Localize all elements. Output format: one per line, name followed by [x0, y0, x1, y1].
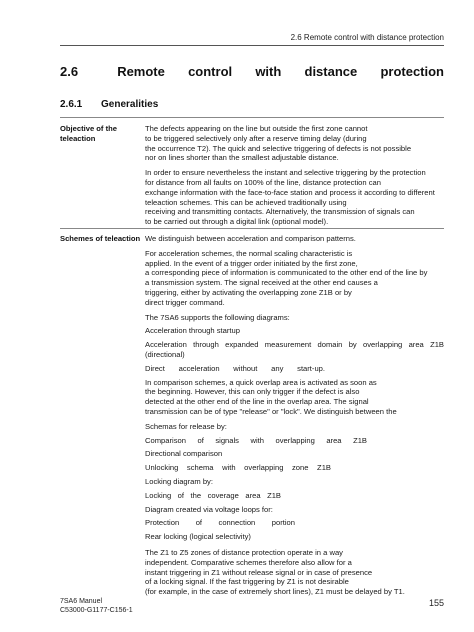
- release-heading: Schemas for release by:: [145, 421, 227, 431]
- text-line: a transmission system. The signal received at the other end causes a: [145, 278, 378, 288]
- schemes-block: [60, 234, 444, 602]
- objective-paragraph-1: [145, 124, 444, 163]
- acceleration-paragraph: [145, 249, 444, 308]
- objective-body: [145, 124, 444, 232]
- list-item: Acceleration through startup: [145, 326, 240, 336]
- comparison-paragraph: [145, 378, 444, 417]
- text-line: of a locking signal. If the fast triggering by Z1 is not desirable: [145, 577, 349, 587]
- footer-code: C53000-G1177-C156-1: [60, 607, 133, 614]
- text-line: a corresponding piece of information is communicated to the other end of the line by: [145, 268, 428, 278]
- text-line: In order to ensure nevertheless the instant and selective triggering by the protection: [145, 168, 426, 178]
- text-line: (for example, in the case of extremely short lines), Z1 must be delayed by T1.: [145, 587, 405, 597]
- text-line: nor on lines shorter than the smallest adjustable distance.: [145, 153, 339, 163]
- chapter-title: [60, 64, 444, 79]
- footer-manual: 7SA6 Manuel: [60, 598, 103, 605]
- chapter-word: protection: [380, 64, 444, 79]
- list-item: Rear locking (logical selectivity): [145, 532, 251, 542]
- text-line: to be carried out through a digital link (optional model).: [145, 217, 329, 227]
- objective-block: [60, 124, 444, 232]
- text-line: Acceleration through expanded measurement domain by overlapping area Z1B: [145, 340, 444, 350]
- text-line: For acceleration schemes, the normal scaling characteristic is: [145, 248, 353, 258]
- objective-label: Objective of the teleaction: [60, 124, 117, 143]
- chapter-word: Remote: [117, 64, 165, 79]
- text-line: The Z1 to Z5 zones of distance protection operate in a way: [145, 547, 343, 557]
- list-item: Comparison of signals with overlapping area Z1B: [145, 435, 367, 445]
- schemes-intro: We distinguish between acceleration and comparison patterns.: [145, 234, 356, 243]
- objective-paragraph-2: [145, 168, 444, 227]
- footer-left: [60, 597, 133, 615]
- list-item: [145, 340, 444, 360]
- lock-heading: Locking diagram by:: [145, 476, 213, 486]
- chapter-number: 2.6: [60, 64, 79, 79]
- running-header: 2.6 Remote control with distance protection: [290, 33, 444, 42]
- text-line: for distance from all faults on 100% of the line, distance protection can: [145, 177, 381, 187]
- section-number: 2.6.1: [60, 99, 83, 110]
- list-item: Protection of connection portion: [145, 518, 295, 528]
- text-line: The defects appearing on the line but outside the first zone cannot: [145, 124, 368, 133]
- text-line: direct trigger command.: [145, 297, 225, 307]
- text-line: (directional): [145, 349, 185, 359]
- page-number: 155: [428, 598, 444, 608]
- diagrams-intro: The 7SA6 supports the following diagrams:: [145, 312, 290, 322]
- schemes-body: [145, 234, 444, 602]
- text-line: triggering, either by activating the overlapping zone Z1B or by: [145, 287, 352, 297]
- text-line: the occurrence T2). The quick and selective triggering of defects is not possible: [145, 143, 412, 153]
- chapter-word: control: [188, 64, 233, 79]
- text-line: exchange information with the face-to-face station and process it according to different: [145, 187, 435, 197]
- list-item: Locking of the coverage area Z1B: [145, 490, 281, 500]
- text-line: transmission can be of type "release" or "lock". We distinguish between the: [145, 406, 397, 416]
- list-item: Direct acceleration without any start-up.: [145, 363, 325, 373]
- text-line: instant triggering in Z1 without release signal or in case of presence: [145, 567, 373, 577]
- section-heading: Generalities: [101, 99, 159, 110]
- text-line: detected at the other end of the line in the overlap area. The signal: [145, 397, 369, 407]
- text-line: teleaction schemes. This can be achieved traditionally using: [145, 197, 347, 207]
- list-item: Directional comparison: [145, 449, 223, 459]
- text-line: In comparison schemes, a quick overlap area is activated as soon as: [145, 377, 377, 387]
- header-rule: [60, 45, 444, 46]
- text-line: the beginning. However, this can only trigger if the defect is also: [145, 387, 360, 397]
- schemes-label: Schemes of teleaction: [60, 234, 141, 243]
- chapter-word: with: [255, 64, 282, 79]
- text-line: applied. In the event of a trigger order initiated by the first zone,: [145, 258, 358, 268]
- section-divider: [60, 228, 444, 229]
- voltage-heading: Diagram created via voltage loops for:: [145, 504, 273, 514]
- section-title: [60, 99, 158, 110]
- chapter-word: distance: [304, 64, 358, 79]
- list-item: Unlocking schema with overlapping zone Z1B: [145, 463, 331, 473]
- text-line: to be triggered selectively only after a reserve timing delay (during: [145, 133, 367, 143]
- text-line: independent. Comparative schemes therefore also allow for a: [145, 557, 352, 567]
- text-line: receiving and transmitting contacts. Alternatively, the transmission of signals can: [145, 207, 415, 217]
- section-divider: [60, 117, 444, 118]
- final-paragraph: [145, 548, 444, 597]
